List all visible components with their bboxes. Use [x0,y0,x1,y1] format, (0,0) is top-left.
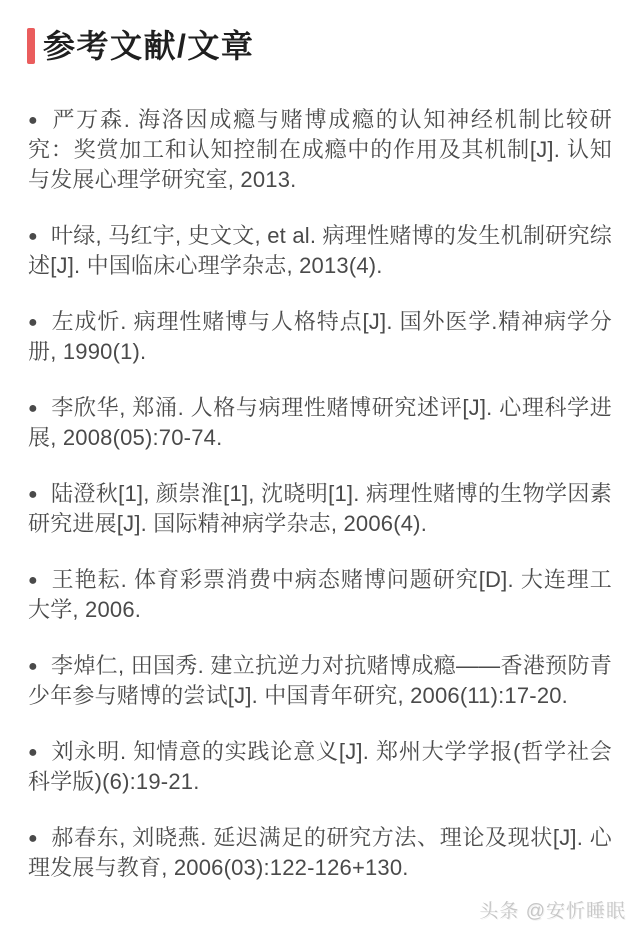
reference-text: 李欣华, 郑涌. 人格与病理性赌博研究述评[J]. 心理科学进展, 2008(05):70-74. [28,394,612,450]
page-title: 参考文献/文章 [43,28,255,64]
reference-text: 左成忻. 病理性赌博与人格特点[J]. 国外医学.精神病学分册, 1990(1). [28,308,612,364]
reference-item [28,823,612,883]
bullet-icon: ● [28,111,38,129]
reference-text: 陆澄秋[1], 颜崇淮[1], 沈晓明[1]. 病理性赌博的生物学因素研究进展[J]. 国际精神病学杂志, 2006(4). [28,480,612,536]
reference-item [28,737,612,797]
toutiao-watermark: 头条 @安忻睡眠 [479,901,626,922]
reference-item [28,105,612,195]
reference-text: 严万森. 海洛因成瘾与赌博成瘾的认知神经机制比较研究：奖赏加工和认知控制在成瘾中的作用及其机制[J]. 认知与发展心理学研究室, 2013. [28,106,612,192]
reference-item [28,651,612,711]
bullet-icon: ● [28,227,38,245]
reference-item [28,393,612,453]
reference-text: 叶绿, 马红宇, 史文文, et al. 病理性赌博的发生机制研究综述[J]. 中国临床心理学杂志, 2013(4). [28,222,612,278]
bullet-icon: ● [28,829,38,847]
bullet-icon: ● [28,485,38,503]
reference-text: 李焯仁, 田国秀. 建立抗逆力对抗赌博成瘾——香港预防青少年参与赌博的尝试[J]. 中国青年研究, 2006(11):17-20. [28,652,612,708]
bullet-icon: ● [28,743,38,761]
bullet-icon: ● [28,657,38,675]
reference-item [28,565,612,625]
reference-item [28,221,612,281]
reference-text: 王艳耘. 体育彩票消费中病态赌博问题研究[D]. 大连理工大学, 2006. [28,566,612,622]
reference-item [28,307,612,367]
page-header [0,0,640,65]
title-accent-bar [27,28,35,64]
bullet-icon: ● [28,399,38,417]
reference-list [0,105,640,883]
bullet-icon: ● [28,571,38,589]
reference-text: 刘永明. 知情意的实践论意义[J]. 郑州大学学报(哲学社会科学版)(6):19-21. [28,738,612,794]
reference-item [28,479,612,539]
reference-text: 郝春东, 刘晓燕. 延迟满足的研究方法、理论及现状[J]. 心理发展与教育, 2006(03):122-126+130. [28,824,612,880]
bullet-icon: ● [28,313,38,331]
